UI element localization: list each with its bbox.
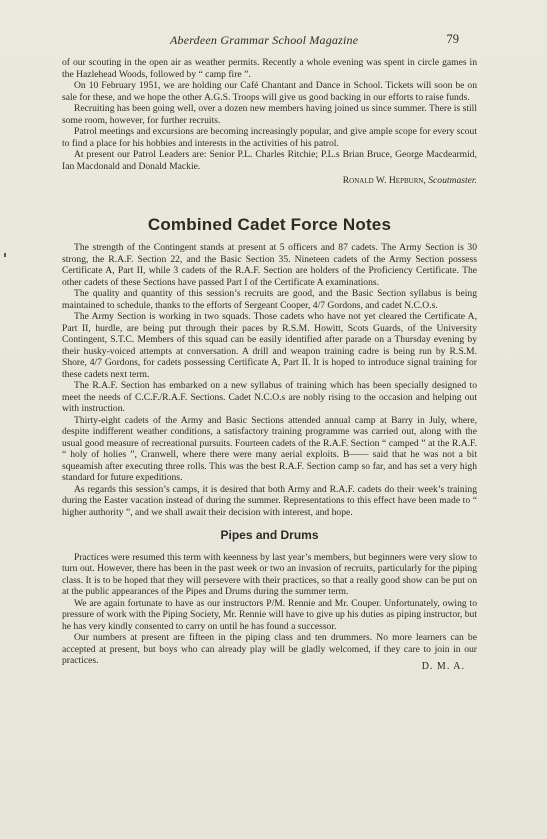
scouts-section <box>62 57 477 187</box>
scoutmaster-signature <box>62 175 477 187</box>
pipes-paragraph: We are again fortunate to have as our instructors P/M. Rennie and Mr. Couper. Unfortunately, owing to pressure of work with the Piping Society, Mr. Rennie will have to give up his duties as piping instructor, but he has very kindly consented to carry on until he has found a successor. <box>62 597 477 632</box>
page-number: 79 <box>446 32 459 46</box>
pipes-paragraph: Practices were resumed this term with keenness by last year’s members, but beginners were very slow to turn out. However, there has been in the past week or two an invasion of recruits, particularly for the piping class. It is to be hoped that they will persevere with their practices, so that a really good show can be put on at the public appearances of the Pipes and Drums during the summer term. <box>62 551 477 597</box>
cadets-paragraph: The Army Section is working in two squads. Those cadets who have not yet cleared the Certificate A, Part II, hurdle, are being put through their paces by R.S.M. Howitt, Scots Guards, of the University Contingent, S.T.C. Members of this squad can be easily identified after parade on a Thursday evening by their husky-voiced attempts at conversation. A drill and weapon training cadre is being run by R.S.M. Shore, 4/7 Gordons, for cadets possessing Certificate A, Part II. It is hoped to introduce signal training for these cadets next term. <box>62 311 477 380</box>
section-title: Combined Cadet Force Notes <box>147 214 392 234</box>
cadets-paragraph: Thirty-eight cadets of the Army and Basic Sections attended annual camp at Barry in July, where, despite indifferent weather conditions, a satisfactory training programme was carried out, along with the usual good measure of recreational pursuits. Fourteen cadets of the R.A.F. Section “ camped ” at the R.A.F. “ holy of holies ”, Cranwell, where there were many aerial exploits. B—— said that he was not a bit squeamish after executing three rolls. This was the best R.A.F. Section camp so far, and has set a very high standard for future expeditions. <box>62 414 477 483</box>
signature-role: Scoutmaster. <box>428 175 477 186</box>
cadets-paragraph: The R.A.F. Section has embarked on a new syllabus of training which has been specially designed to meet the needs of C.C.F./R.A.F. Sections. Cadet N.C.O.s are nobly rising to the occasion and helping out with instruction. <box>62 380 477 414</box>
pipes-section <box>62 530 477 672</box>
scouts-paragraph: Patrol meetings and excursions are becoming increasingly popular, and give ample scope for every scout to find a place for his hobbies and interests in the activities of his patrol. <box>62 126 477 149</box>
cadets-paragraph: The quality and quantity of this session’s recruits are good, and the Basic Section syllabus is being maintained to schedule, thanks to the efforts of Sergeant Cooper, 4/7 Gordons, and cadet N.C.O.s. <box>62 288 477 311</box>
scouts-paragraph: of our scouting in the open air as weather permits. Recently a whole evening was spent in circle games in the Hazlehead Woods, followed by “ camp fire ”. <box>62 57 477 80</box>
scouts-paragraph: Recruiting has been going well, over a dozen new members having joined us since summer. There is still some room, however, for further recruits. <box>62 103 477 126</box>
author-initials: D. M. A. <box>421 660 465 672</box>
cadets-paragraph: The strength of the Contingent stands at present at 5 officers and 87 cadets. The Army Section is 30 strong, the R.A.F. Section 22, and the Basic Section 35. Nineteen cadets of the Army Section possess Certificate A, Part II, while 3 cadets of the R.A.F. Section are holders of the Proficiency Certificate. The other cadets of these Sections have passed Part I of the Certificate A examinations. <box>62 242 477 288</box>
running-title: Aberdeen Grammar School Magazine <box>170 33 359 47</box>
margin-mark <box>4 253 6 257</box>
cadets-paragraph: As regards this session’s camps, it is desired that both Army and R.A.F. cadets do their week’s training during the Easter vacation instead of during the summer. Representations to this effect have been made to “ higher authority ”, and we shall await their decision with interest, and hope. <box>62 483 477 518</box>
subsection-title: Pipes and Drums <box>220 528 319 542</box>
pipes-paragraph: Our numbers at present are fifteen in the piping class and ten drummers. No more learners can be accepted at present, but boys who can already play will be gladly welcomed, if they care to join in our practices. <box>62 632 477 666</box>
page-content <box>62 57 477 672</box>
cadets-section <box>62 214 477 519</box>
running-head <box>0 33 547 51</box>
scouts-paragraph: On 10 February 1951, we are holding our Café Chantant and Dance in School. Tickets will soon be on sale for these, and we hope the other A.G.S. Troops will give us good backing in our efforts to raise funds. <box>62 80 477 103</box>
signature-name: Ronald W. Hepburn, <box>342 175 426 186</box>
scouts-paragraph: At present our Patrol Leaders are: Senior P.L. Charles Ritchie; P.L.s Brian Bruce, George Macdearmid, Ian Macdonald and Donald Mackie. <box>62 149 477 172</box>
